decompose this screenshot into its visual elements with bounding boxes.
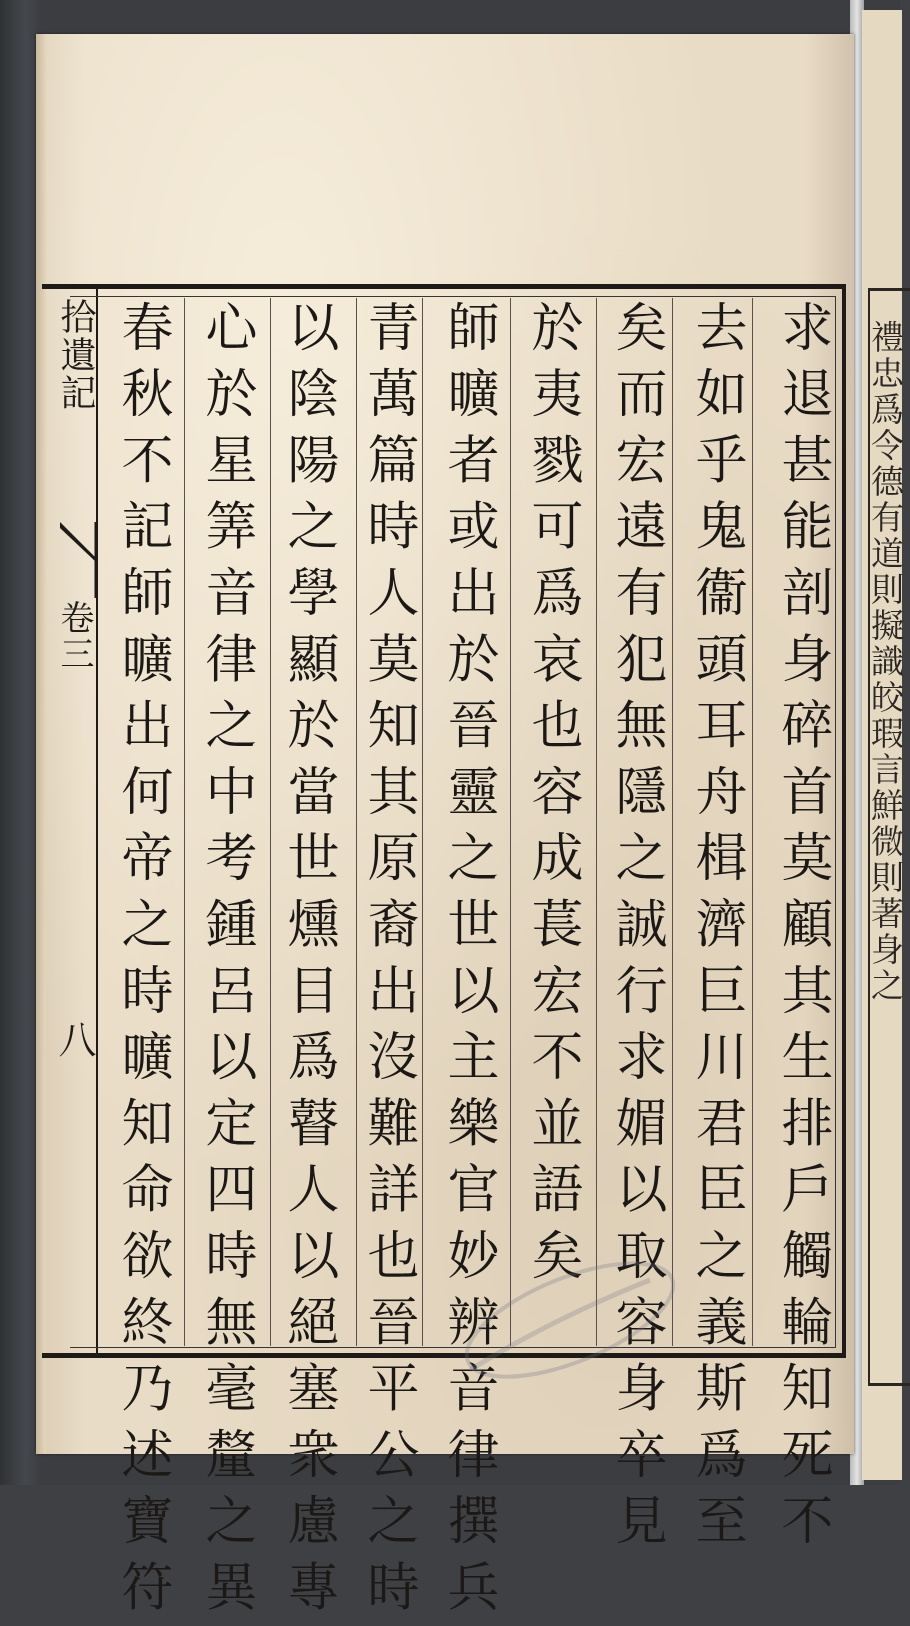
text-column: 去如乎鬼衞頭耳舟楫濟巨川君臣之義斯爲至 <box>686 300 746 1560</box>
fishtail-mark <box>58 522 98 598</box>
text-column: 春秋不記師曠出何帝之時曠知命欲終乃述寶符 <box>112 300 172 1626</box>
text-column: 矣而宏遠有犯無隱之誠行求媚以取容身卒見 <box>606 300 666 1560</box>
facing-page <box>862 10 905 1480</box>
column-rule <box>596 298 597 1346</box>
banxin-juan-number: 卷三 <box>54 600 94 672</box>
text-column: 於夷戮可爲哀也容成萇宏不並語矣 <box>522 300 582 1295</box>
column-rule <box>672 298 673 1346</box>
banxin-book-title: 拾遺記 <box>55 298 96 412</box>
text-column: 心於星筭音律之中考鍾呂以定四時無毫釐之異 <box>196 300 256 1626</box>
banxin-folio-number: 八 <box>52 1020 96 1058</box>
facing-page-text: 禮忠爲令德有道則擬識皎瑕言鮮微則著身之 <box>866 320 905 1004</box>
column-rule <box>752 298 753 1346</box>
column-rule <box>184 298 185 1346</box>
column-rule <box>510 298 511 1346</box>
text-column: 以陰陽之學顯於當世燻目爲瞽人以絕塞衆慮專 <box>278 300 338 1626</box>
column-rule <box>422 298 423 1346</box>
text-column: 青萬篇時人莫知其原裔出沒難詳也晉平公之時 <box>358 300 418 1626</box>
text-column: 師曠者或出於晉靈之世以主樂官妙辨音律撰兵 <box>438 300 498 1626</box>
text-column: 求退甚能剖身碎首莫顧其生排戶觸輪知死不 <box>772 300 832 1560</box>
column-rule <box>270 298 271 1346</box>
